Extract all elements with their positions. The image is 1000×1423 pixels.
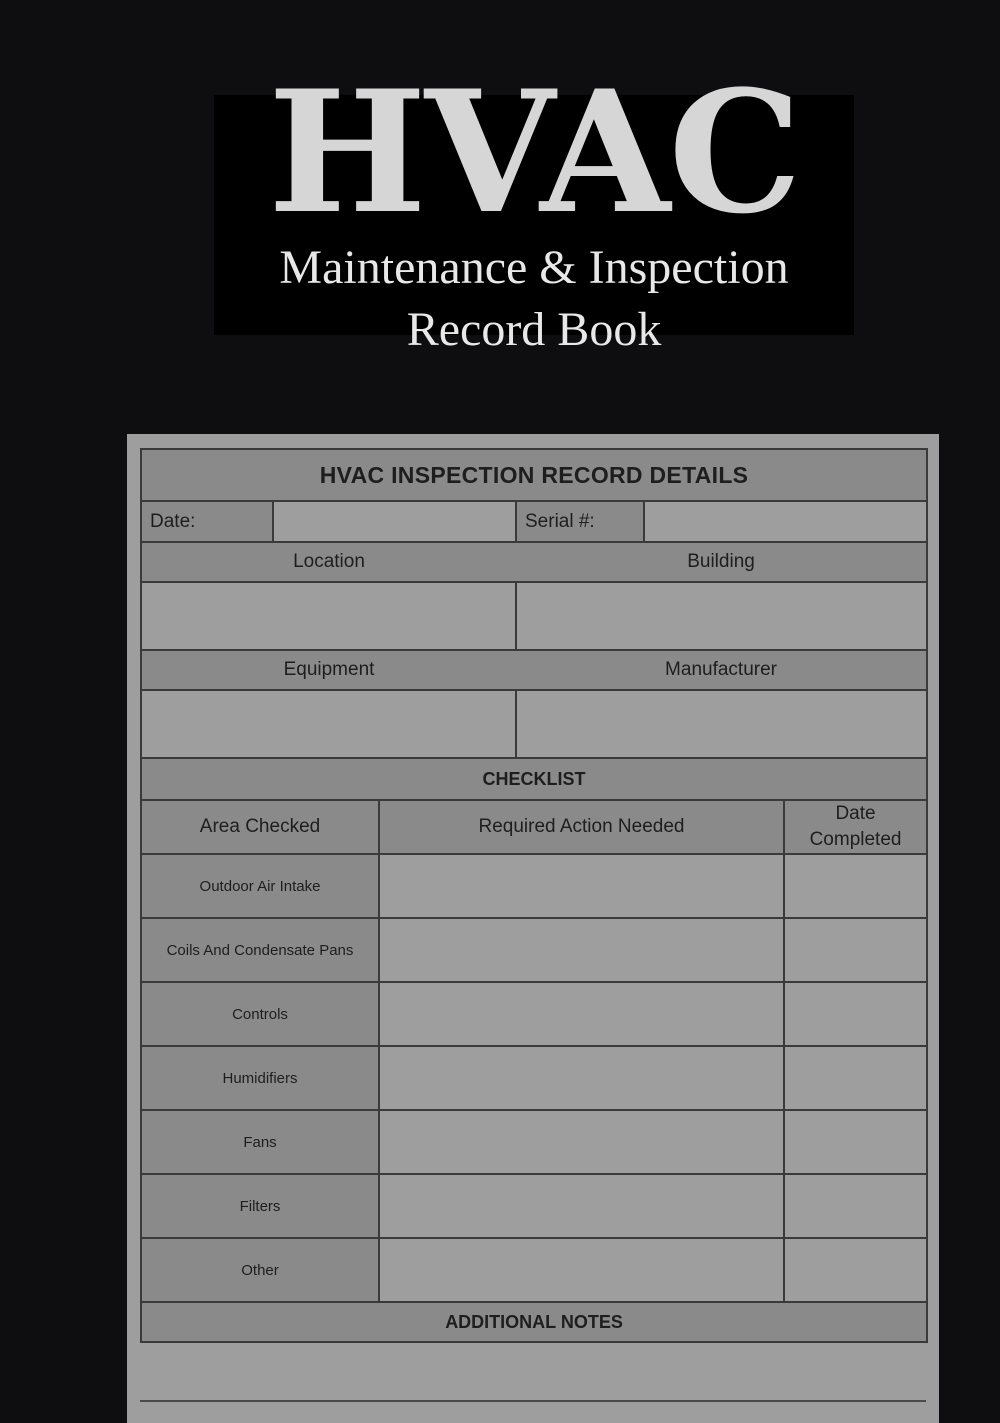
checklist-date-field[interactable] bbox=[784, 1238, 927, 1302]
checklist-row bbox=[141, 982, 927, 1046]
checklist-date-field[interactable] bbox=[784, 982, 927, 1046]
checklist-action-field[interactable] bbox=[379, 918, 784, 982]
cover-subtitle-line2: Record Book bbox=[406, 303, 662, 356]
manufacturer-field[interactable] bbox=[516, 690, 927, 758]
location-field[interactable] bbox=[141, 582, 516, 650]
checklist-action-field[interactable] bbox=[379, 854, 784, 918]
checklist-date-field[interactable] bbox=[784, 1174, 927, 1238]
checklist-row bbox=[141, 1046, 927, 1110]
checklist-action-field[interactable] bbox=[379, 1174, 784, 1238]
checklist-date-field[interactable] bbox=[784, 1046, 927, 1110]
manufacturer-label: Manufacturer bbox=[516, 650, 927, 690]
checklist-header: CHECKLIST bbox=[141, 758, 927, 800]
checklist-area: Controls bbox=[141, 982, 379, 1046]
checklist-date-field[interactable] bbox=[784, 1110, 927, 1174]
checklist-area: Filters bbox=[141, 1174, 379, 1238]
checklist-action-field[interactable] bbox=[379, 1238, 784, 1302]
checklist-action-field[interactable] bbox=[379, 982, 784, 1046]
checklist-area: Coils And Condensate Pans bbox=[141, 918, 379, 982]
column-date-line2: Completed bbox=[809, 829, 902, 850]
checklist-row bbox=[141, 1174, 927, 1238]
building-label: Building bbox=[516, 542, 927, 582]
serial-field[interactable] bbox=[644, 501, 927, 542]
cover-title: HVAC bbox=[267, 53, 801, 251]
checklist-area: Humidifiers bbox=[141, 1046, 379, 1110]
equipment-field[interactable] bbox=[141, 690, 516, 758]
inspection-form bbox=[140, 448, 928, 1343]
inspection-form-sheet bbox=[127, 434, 939, 1423]
date-label: Date: bbox=[141, 501, 273, 542]
checklist-area: Other bbox=[141, 1238, 379, 1302]
cover-subtitle-line1: Maintenance & Inspection bbox=[279, 241, 789, 294]
checklist-action-field[interactable] bbox=[379, 1046, 784, 1110]
checklist-row bbox=[141, 1238, 927, 1302]
additional-notes-header: ADDITIONAL NOTES bbox=[141, 1302, 927, 1342]
equipment-label: Equipment bbox=[141, 650, 516, 690]
form-title: HVAC INSPECTION RECORD DETAILS bbox=[141, 449, 927, 501]
checklist-action-field[interactable] bbox=[379, 1110, 784, 1174]
checklist-row bbox=[141, 1110, 927, 1174]
column-date-line1: Date bbox=[835, 803, 876, 824]
checklist-row bbox=[141, 854, 927, 918]
serial-label: Serial #: bbox=[516, 501, 644, 542]
notes-line[interactable] bbox=[140, 1400, 926, 1402]
location-label: Location bbox=[141, 542, 516, 582]
building-field[interactable] bbox=[516, 582, 927, 650]
checklist-date-field[interactable] bbox=[784, 918, 927, 982]
column-required-action: Required Action Needed bbox=[379, 800, 784, 854]
column-date-completed bbox=[784, 800, 927, 854]
checklist-area: Outdoor Air Intake bbox=[141, 854, 379, 918]
checklist-date-field[interactable] bbox=[784, 854, 927, 918]
checklist-area: Fans bbox=[141, 1110, 379, 1174]
column-area-checked: Area Checked bbox=[141, 800, 379, 854]
date-field[interactable] bbox=[273, 501, 516, 542]
checklist-row bbox=[141, 918, 927, 982]
